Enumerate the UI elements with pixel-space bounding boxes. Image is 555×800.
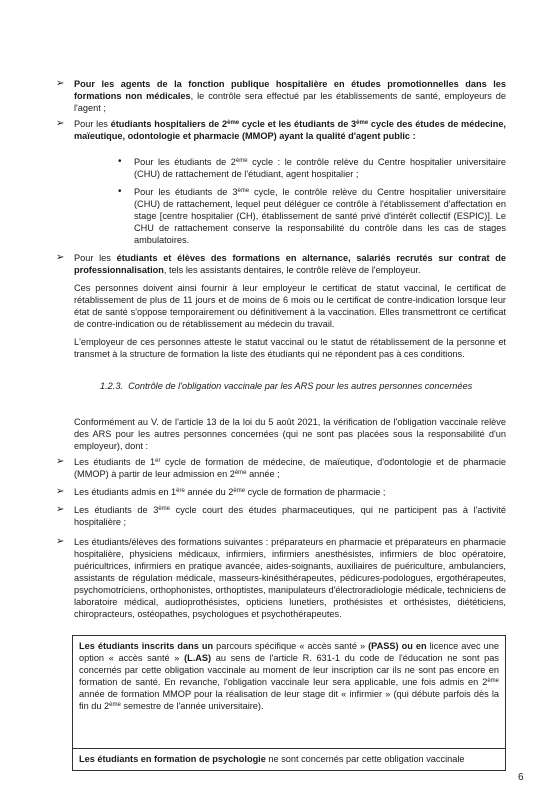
arrow-bullet-icon: ➢ xyxy=(56,536,65,547)
note-box xyxy=(72,635,506,771)
arrow-bullet-icon: ➢ xyxy=(56,118,65,129)
arrow-bullet-icon: ➢ xyxy=(56,486,65,497)
paragraph-employeur: L'employeur de ces personnes atteste le statut vaccinal ou le statut de rétablissement de la personne et transmet à la structure de formation la liste des étudiants qui ne répondent pas à ces conditions. xyxy=(74,337,506,359)
bullet-3e-cycle-court: Les étudiants de 3ème cycle court des études pharmaceutiques, qui ne participent pas à l'activité hospitalière ; xyxy=(74,505,506,527)
arrow-bullet-icon: ➢ xyxy=(56,252,65,263)
note-psychologie: Les étudiants en formation de psychologie ne sont concernés par cette obligation vaccinale xyxy=(79,754,465,764)
dot-bullet-icon: • xyxy=(118,156,122,167)
note-pass-las: Les étudiants inscrits dans un parcours spécifique « accès santé » (PASS) ou en licence avec une option « accès santé » (L.AS) au sens de l'article R. 631-1 du code de l'éducation ne sont pas concernés par cette obligation vaccinale au moment de leur inscription car ils ne sont pas encore en formation de santé. En revanche, l'obligation vaccinale leur sera applicable, une fois admis en 2ème année de formation MMOP pour la réalisation de leur stage dit « infirmier » (qui débute parfois dès la fin du 2ème semestre de l'année universitaire). xyxy=(79,641,499,711)
page-number: 6 xyxy=(518,772,524,783)
bullet-1er-cycle: Les étudiants de 1er cycle de formation de médecine, de maïeutique, d'odontologie et de pharmacie (MMOP) à partir de leur admission en 2ème année ; xyxy=(74,457,506,479)
bullet-alternance: Pour les étudiants et élèves des formations en alternance, salariés recrutés sur contrat de professionnalisation, tels les assistants dentaires, le contrôle relève de l'employeur. xyxy=(74,253,506,275)
bullet-agents-fph: Pour les agents de la fonction publique hospitalière en études promotionnelles dans les formations non médicales, le contrôle sera effectué par les établissements de santé, employeurs de l'agent ; xyxy=(74,79,506,113)
bullet-etudiants-hospitaliers: Pour les étudiants hospitaliers de 2ème cycle et les étudiants de 3ème cycle des études de médecine, maïeutique, odontologie et pharmacie (MMOP) ayant la qualité d'agent public : xyxy=(74,119,506,141)
section-heading: 1.2.3. Contrôle de l'obligation vaccinale par les ARS pour les autres personnes concernées xyxy=(100,381,473,391)
sub-bullet-3e-cycle: Pour les étudiants de 3ème cycle, le contrôle relève du Centre hospitalier universitaire (CHU) de rattachement, lequel peut déléguer ce contrôle à l'établissement d'affectation en stage [centre hospitalier (CH), établissement de santé privé d'intérêt collectif (ESPIC)]. Le CHU de rattachement conserve la responsabilité du contrôle dans les cas de stages ambulatoires. xyxy=(134,187,506,245)
dot-bullet-icon: • xyxy=(118,186,122,197)
paragraph-certificats: Ces personnes doivent ainsi fournir à leur employeur le certificat de statut vaccinal, le certificat de rétablissement de plus de 11 jours et de moins de 6 mois ou le certificat de contre-indication lorsque leur état de santé s'oppose temporairement ou définitivement à la vaccination. Elles transmettront ce certificat de contre-indication ou de rétablissement au médecin du travail. xyxy=(74,283,506,329)
sub-bullet-2e-cycle: Pour les étudiants de 2ème cycle : le contrôle relève du Centre hospitalier universitaire (CHU) de rattachement de l'étudiant, agent hospitalier ; xyxy=(134,157,506,179)
arrow-bullet-icon: ➢ xyxy=(56,456,65,467)
box-divider xyxy=(73,748,505,749)
bullet-formations-suivantes: Les étudiants/élèves des formations suivantes : préparateurs en pharmacie et préparateurs en pharmacie hospitalière, physiciens médicaux, infirmiers, infirmiers anesthésistes, infirmiers de bloc opératoire, puéricultrices, infirmiers en pratique avancée, aides-soignants, auxiliaires de puériculture, ambulanciers, assistants de régulation médicale, masseurs-kinésithérapeutes, pédicures-podologues, ergothérapeutes, psychomotriciens, orthophonistes, orthoptistes, manipulateurs d'électroradiologie médicale, techniciens de laboratoire médical, audioprothésistes, opticiens lunetiers, prothésistes et orthésistes, diététiciens, chiropracteurs, ostéopathes, psychologues et psychothérapeutes. xyxy=(74,537,506,619)
arrow-bullet-icon: ➢ xyxy=(56,504,65,515)
arrow-bullet-icon: ➢ xyxy=(56,78,65,89)
bullet-pharmacie: Les étudiants admis en 1ère année du 2ème cycle de formation de pharmacie ; xyxy=(74,487,386,497)
paragraph-ars: Conformément au V. de l'article 13 de la loi du 5 août 2021, la vérification de l'obligation vaccinale relève des ARS pour les autres personnes concernées (qui ne sont pas placées sous la responsabilité d'un employeur), dont : xyxy=(74,417,506,451)
